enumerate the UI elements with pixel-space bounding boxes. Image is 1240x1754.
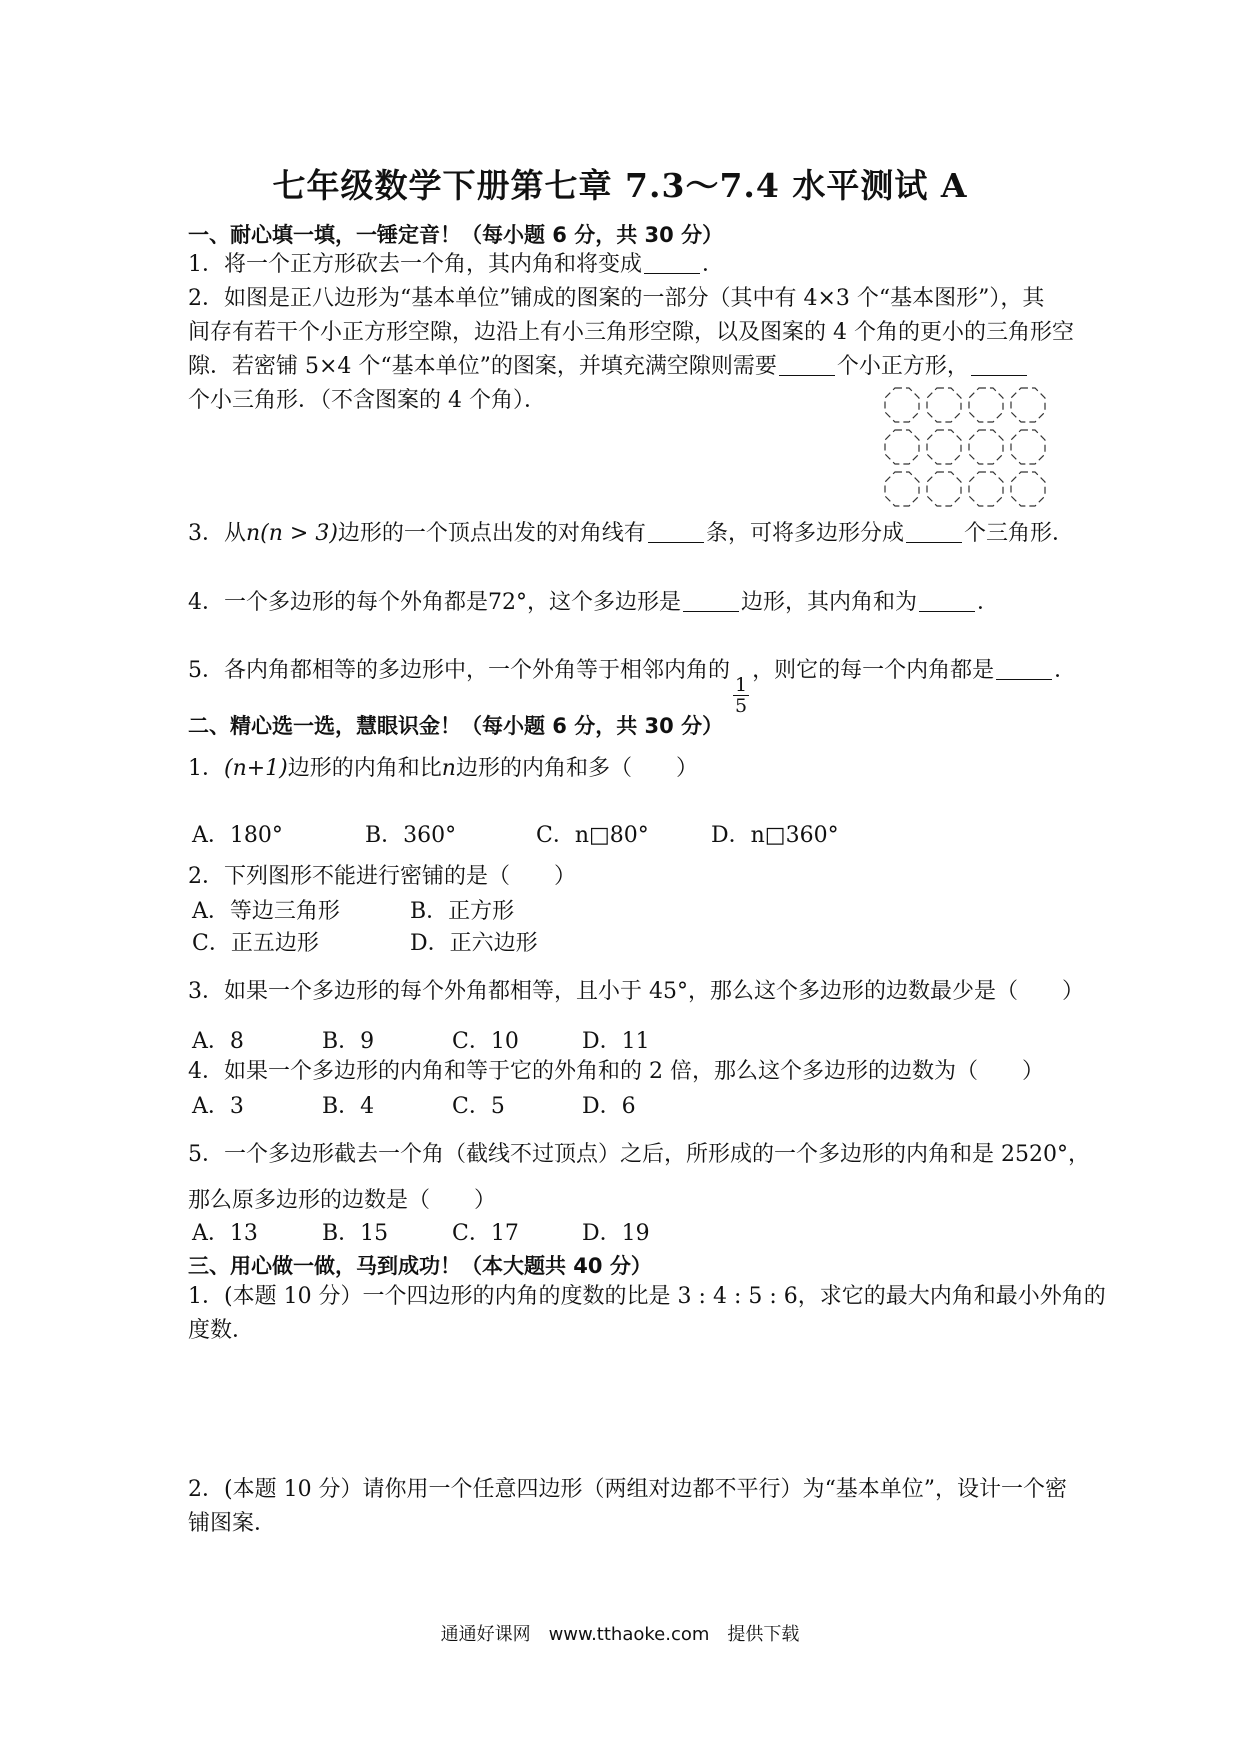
s2-q2-option-c[interactable]: C．正五边形 bbox=[192, 931, 319, 956]
octagon-tile bbox=[1011, 472, 1045, 506]
s1-q1: 1．将一个正方形砍去一个角，其内角和将变成 ． bbox=[188, 252, 725, 277]
section-3-header: 三、用心做一做，马到成功！（本大题共 40 分） bbox=[188, 1254, 652, 1278]
s1-q1-text: 1．将一个正方形砍去一个角，其内角和将变成 bbox=[188, 252, 642, 277]
footer-credit: 通通好课网 www.tthaoke.com 提供下载 bbox=[440, 1624, 800, 1645]
s2-q4: 4．如果一个多边形的内角和等于它的外角和的 2 倍，那么这个多边形的边数为（ ） bbox=[188, 1059, 1044, 1084]
s2-q5-line2: 那么原多边形的边数是（ ） bbox=[188, 1188, 497, 1213]
s2-q1: 1．(n+1)边形的内角和比n边形的内角和多（ ） bbox=[188, 756, 698, 781]
s2-q5-option-a[interactable]: A．13 bbox=[192, 1221, 258, 1246]
s2-q2-option-d[interactable]: D．正六边形 bbox=[410, 931, 538, 956]
s3-q2-line1: 2．(本题 10 分）请你用一个任意四边形（两组对边都不平行）为“基本单位”，设计一个密 bbox=[188, 1477, 1068, 1502]
s2-q4-option-a[interactable]: A．3 bbox=[192, 1094, 244, 1119]
s2-q5-line1: 5．一个多边形截去一个角（截线不过顶点）之后，所形成的一个多边形的内角和是 2520°， bbox=[188, 1142, 1090, 1167]
s3-q1-line1: 1．(本题 10 分）一个四边形的内角的度数的比是 3 : 4 : 5 : 6，求它的最大内角和最小外角的 bbox=[188, 1284, 1106, 1309]
octagon-tiling-figure bbox=[880, 383, 1060, 508]
s2-q1-option-c[interactable]: C．n□80° bbox=[536, 823, 649, 848]
octagon-tile bbox=[969, 388, 1003, 422]
octagon-tile bbox=[927, 430, 961, 464]
s2-q5-option-b[interactable]: B．15 bbox=[322, 1221, 389, 1246]
s2-q5-option-c[interactable]: C．17 bbox=[452, 1221, 519, 1246]
s2-q3-option-d[interactable]: D．11 bbox=[582, 1029, 650, 1054]
s2-q5-option-d[interactable]: D．19 bbox=[582, 1221, 650, 1246]
answer-blank[interactable] bbox=[644, 251, 700, 274]
s2-q4-option-d[interactable]: D．6 bbox=[582, 1094, 636, 1119]
s2-q3: 3．如果一个多边形的每个外角都相等，且小于 45°，那么这个多边形的边数最少是（ ） bbox=[188, 979, 1084, 1004]
s1-q3: 3．从n(n > 3)边形的一个顶点出发的对角线有 条，可将多边形分成 个三角形． bbox=[188, 521, 1074, 546]
answer-blank[interactable] bbox=[906, 520, 962, 543]
section-2-header: 二、精心选一选，慧眼识金！（每小题 6 分，共 30 分） bbox=[188, 714, 724, 738]
s1-q2-line2: 间存有若干个小正方形空隙，边沿上有小三角形空隙，以及图案的 4 个角的更小的三角形空 bbox=[188, 320, 1074, 345]
octagon-tile bbox=[927, 388, 961, 422]
fraction-one-fifth: $\frac{1}{5}$ bbox=[735, 674, 748, 717]
s2-q4-option-b[interactable]: B．4 bbox=[322, 1094, 375, 1119]
s2-q2-option-b[interactable]: B．正方形 bbox=[410, 899, 515, 924]
answer-blank[interactable] bbox=[971, 353, 1027, 376]
octagon-tile bbox=[969, 430, 1003, 464]
answer-blank[interactable] bbox=[683, 589, 739, 612]
octagon-tile bbox=[1011, 430, 1045, 464]
answer-blank[interactable] bbox=[648, 520, 704, 543]
s1-q4: 4．一个多边形的每个外角都是72°，这个多边形是 边形，其内角和为 ． bbox=[188, 590, 1000, 615]
s1-q2-line3: 隙．若密铺 5×4 个“基本单位”的图案，并填充满空隙则需要 个小正方形， bbox=[188, 350, 1029, 384]
s2-q2: 2．下列图形不能进行密铺的是（ ） bbox=[188, 864, 576, 889]
section-1-header: 一、耐心填一填，一锤定音！（每小题 6 分，共 30 分） bbox=[188, 223, 724, 247]
s2-q1-option-a[interactable]: A．180° bbox=[192, 823, 283, 848]
octagon-tile bbox=[885, 472, 919, 506]
s2-q3-option-a[interactable]: A．8 bbox=[192, 1029, 244, 1054]
octagon-tile bbox=[927, 472, 961, 506]
s2-q1-option-b[interactable]: B．360° bbox=[365, 823, 457, 848]
octagon-tile bbox=[885, 388, 919, 422]
octagon-tile bbox=[969, 472, 1003, 506]
s1-q2-line4: 个小三角形．（不含图案的 4 个角）． bbox=[188, 388, 546, 413]
octagon-tile bbox=[1011, 388, 1045, 422]
s2-q2-option-a[interactable]: A．等边三角形 bbox=[192, 899, 340, 924]
answer-blank[interactable] bbox=[996, 657, 1052, 680]
s2-q4-option-c[interactable]: C．5 bbox=[452, 1094, 505, 1119]
s2-q3-option-c[interactable]: C．10 bbox=[452, 1029, 519, 1054]
s2-q3-option-b[interactable]: B．9 bbox=[322, 1029, 375, 1054]
answer-blank[interactable] bbox=[779, 353, 835, 376]
s1-q5: 5．各内角都相等的多边形中，一个外角等于相邻内角的 $\frac{1}{5}$ ，则它的每一个内角都是 ． bbox=[188, 658, 1077, 717]
page-title: 七年级数学下册第七章 7.3～7.4 水平测试 A bbox=[272, 166, 968, 205]
s3-q2-line2: 铺图案． bbox=[188, 1511, 277, 1536]
answer-blank[interactable] bbox=[919, 589, 975, 612]
s1-q2-line1: 2．如图是正八边形为“基本单位”铺成的图案的一部分（其中有 4×3 个“基本图形”），其 bbox=[188, 286, 1045, 311]
s2-q1-option-d[interactable]: D．n□360° bbox=[711, 823, 839, 848]
octagon-tile bbox=[885, 430, 919, 464]
s3-q1-line2: 度数． bbox=[188, 1318, 255, 1343]
